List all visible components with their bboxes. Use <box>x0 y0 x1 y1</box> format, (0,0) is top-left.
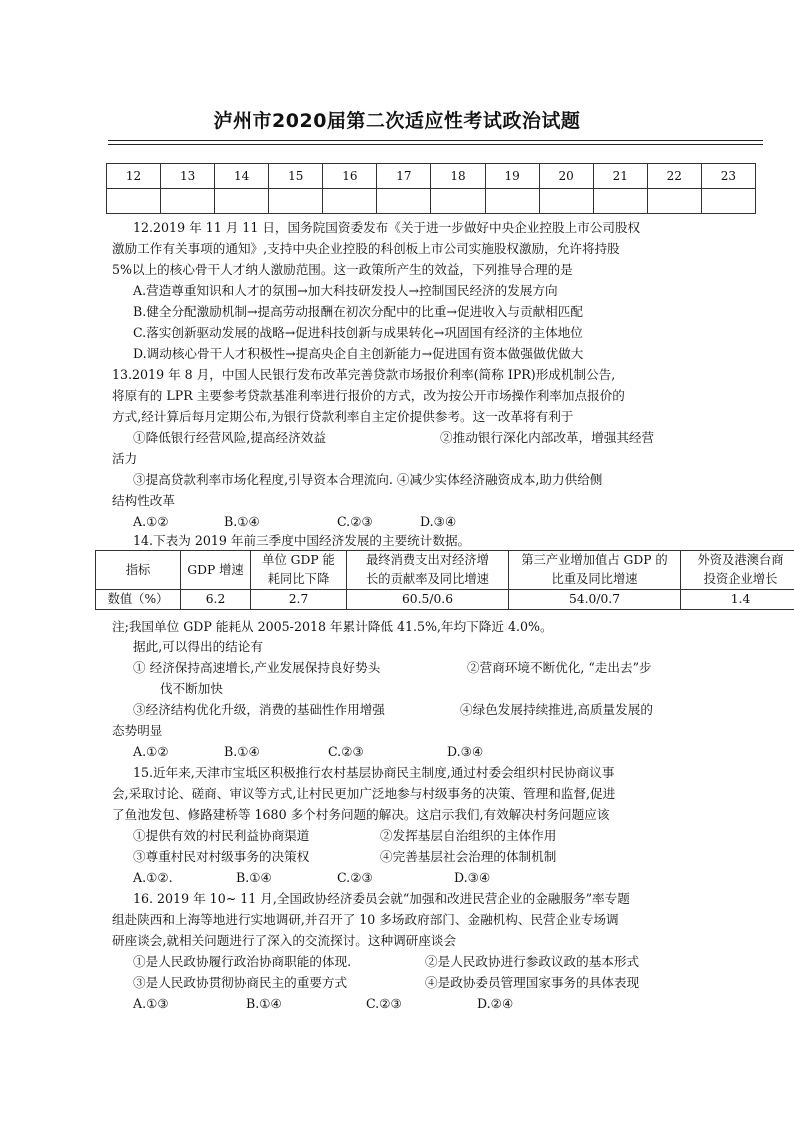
question-13-statement-2: ②推动银行深化内部改革，增强其经营 <box>440 430 655 445</box>
answer-number: 22 <box>647 164 701 189</box>
stats-header-energy: 单位 GDP 能 耗同比下降 <box>251 551 347 590</box>
question-14-statement-4: 态势明显 <box>112 723 163 738</box>
question-16-statement-2: ②是人民政协进行参政议政的基本形式 <box>425 954 640 969</box>
question-13-statement-2: 活力 <box>112 451 138 466</box>
question-14-option-c: C.②③ <box>328 744 364 759</box>
question-14-statement-2: 伐不断加快 <box>160 681 223 696</box>
question-14-statement-4: ④绿色发展持续推进,高质量发展的 <box>460 702 653 717</box>
answer-cell[interactable] <box>539 189 593 214</box>
answer-number-row <box>107 164 756 189</box>
answer-number: 19 <box>485 164 539 189</box>
question-16-statement-1: ①是人民政协履行政治协商职能的体现. <box>133 954 352 969</box>
stats-value: 6.2 <box>181 590 251 610</box>
answer-cell[interactable] <box>377 189 431 214</box>
answer-cell[interactable] <box>431 189 485 214</box>
question-14-stem: 14.下表为 2019 年前三季度中国经济发展的主要统计数据。 <box>133 533 471 548</box>
title-rule-top <box>108 140 763 141</box>
answer-cell[interactable] <box>647 189 701 214</box>
stats-value: 54.0/0.7 <box>509 590 681 610</box>
answer-number: 23 <box>701 164 755 189</box>
question-12-stem: 5%以上的核心骨干人才纳人激励范围。这一政策所产生的效益，下列推导合理的是 <box>112 262 573 277</box>
stats-header-indicator: 指标 <box>96 551 181 590</box>
question-15-option-b: B.①④ <box>236 870 272 885</box>
answer-number: 21 <box>593 164 647 189</box>
answer-blank-row <box>107 189 756 214</box>
question-13-statement-1: ①降低银行经营风险,提高经济效益 <box>133 430 326 445</box>
answer-cell[interactable] <box>161 189 215 214</box>
question-16-statement-4: ④是政协委员管理国家事务的具体表现 <box>425 975 640 990</box>
question-15-option-a: A.①②. <box>133 870 173 885</box>
question-14-note: 注;我国单位 GDP 能耗从 2005-2018 年累计降低 41.5%,年均下降近 4.0%。 <box>112 619 553 634</box>
page-title: 泸州市2020届第二次适应性考试政治试题 <box>213 110 581 132</box>
answer-cell[interactable] <box>269 189 323 214</box>
question-15-statement-1: ①提供有效的村民利益协商渠道 <box>133 828 310 843</box>
answer-number: 20 <box>539 164 593 189</box>
title-rule-bottom <box>108 144 763 145</box>
question-15-stem: 15.近年来,天津市宝坻区积极推行农村基层协商民主制度,通过村委会组织村民协商议事 <box>133 765 615 780</box>
question-15-statement-4: ④完善基层社会治理的体制机制 <box>380 849 557 864</box>
answer-cell[interactable] <box>323 189 377 214</box>
answer-number: 17 <box>377 164 431 189</box>
question-14-option-a: A.①② <box>133 744 169 759</box>
question-13-stem: 13.2019 年 8 月，中国人民银行发布改革完善贷款市场报价利率(简称 IPR)形成机制公告, <box>112 367 616 382</box>
question-13-option-a: A.①② <box>133 514 169 529</box>
stats-value: 1.4 <box>681 590 794 610</box>
stats-value: 2.7 <box>251 590 347 610</box>
question-16-option-c: C.②③ <box>366 996 402 1011</box>
question-12-stem: 12.2019 年 11 月 11 日，国务院国资委发布《关于进一步做好中央企业控股上市公司股权 <box>133 220 641 235</box>
question-12-stem: 激励工作有关事项的通知》,支持中央企业控股的科创板上市公司实施股权激励，允许将持股 <box>112 241 620 256</box>
question-16-option-a: A.①③ <box>133 996 169 1011</box>
stats-value-row <box>96 590 794 610</box>
answer-number: 18 <box>431 164 485 189</box>
answer-cell[interactable] <box>593 189 647 214</box>
question-15-option-c: C.②③ <box>337 870 373 885</box>
question-14-statement-1: ① 经济保持高速增长,产业发展保持良好势头 <box>133 660 381 675</box>
answer-cell[interactable] <box>107 189 161 214</box>
question-16-option-d: D.②④ <box>477 996 514 1011</box>
question-16-option-b: B.①④ <box>246 996 282 1011</box>
question-14-statement-2: ②营商环境不断优化, “走出去”步 <box>467 660 652 675</box>
question-12-option-b: B.健全分配激励机制→提高劳动报酬在初次分配中的比重→促进收入与贡献相匹配 <box>133 304 583 319</box>
question-13-stem: 方式,经计算后每月定期公布,为银行贷款利率自主定价提供参考。这一改革将有利于 <box>112 409 574 424</box>
answer-cell[interactable] <box>215 189 269 214</box>
stats-header-consumption: 最终消费支出对经济增 长的贡献率及同比增速 <box>347 551 509 590</box>
question-12-option-c: C.落实创新驱动发展的战略→促进科技创新与成果转化→巩固国有经济的主体地位 <box>133 325 583 340</box>
stats-header-foreign: 外资及港澳台商 投资企业增长 <box>681 551 794 590</box>
question-12-option-d: D.调动核心骨干人才积极性→提高央企自主创新能力→促进国有资本做强做优做大 <box>133 346 584 361</box>
question-13-stem: 将原有的 LPR 主要参考贷款基准利率进行报价的方式，改为按公开市场操作利率加点报价的 <box>112 388 625 403</box>
question-15-statement-3: ③尊重村民对村级事务的决策权 <box>133 849 310 864</box>
answer-number: 14 <box>215 164 269 189</box>
answer-number: 15 <box>269 164 323 189</box>
question-12-option-a: A.营造尊重知识和人才的氛围→加大科技研发投人→控制国民经济的发展方向 <box>133 283 558 298</box>
answer-number: 16 <box>323 164 377 189</box>
question-14-prompt: 据此,可以得出的结论有 <box>133 639 263 654</box>
question-15-option-d: D.③④ <box>454 870 491 885</box>
answer-cell[interactable] <box>485 189 539 214</box>
question-16-statement-3: ③是人民政协贯彻协商民主的重要方式 <box>133 975 348 990</box>
stats-header-gdp-growth: GDP 增速 <box>181 551 251 590</box>
question-16-stem: 16. 2019 年 10~ 11 月,全国政协经济委员会就“加强和改进民营企业的金融服务”率专题 <box>133 891 630 906</box>
question-16-stem: 组赴陕西和上海等地进行实地调研,并召开了 10 多场政府部门、金融机构、民营企业专场调 <box>112 912 619 927</box>
question-13-statement-4: 结构性改革 <box>112 493 175 508</box>
question-15-stem: 了鱼池发包、修路建桥等 1680 多个村务问题的解决。这启示我们,有效解决村务问题应该 <box>112 807 610 822</box>
stats-value: 60.5/0.6 <box>347 590 509 610</box>
answer-table <box>106 163 756 214</box>
question-15-statement-2: ②发挥基层自治组织的主体作用 <box>380 828 557 843</box>
stats-table <box>95 550 794 610</box>
question-13-option-d: D.③④ <box>420 514 457 529</box>
stats-header-row <box>96 551 794 590</box>
answer-cell[interactable] <box>701 189 755 214</box>
question-16-stem: 研座谈会,就相关问题进行了深入的交流探讨。这种调研座谈会 <box>112 933 457 948</box>
question-13-option-c: C.②③ <box>337 514 373 529</box>
question-13-statement-3-4: ③提高贷款利率市场化程度,引导资本合理流向. ④减少实体经济融资成本,助力供给侧 <box>133 472 603 487</box>
stats-value-label: 数值（%） <box>96 590 181 610</box>
question-15-stem: 会,采取讨论、磋商、审议等方式,让村民更加广泛地参与村级事务的决策、管理和监督,促进 <box>112 786 616 801</box>
answer-number: 12 <box>107 164 161 189</box>
stats-header-tertiary: 第三产业增加值占 GDP 的 比重及同比增速 <box>509 551 681 590</box>
question-13-option-b: B.①④ <box>224 514 260 529</box>
question-14-statement-3: ③经济结构优化升级，消费的基础性作用增强 <box>133 702 385 717</box>
question-14-option-d: D.③④ <box>447 744 484 759</box>
answer-number: 13 <box>161 164 215 189</box>
question-14-option-b: B.①④ <box>224 744 260 759</box>
